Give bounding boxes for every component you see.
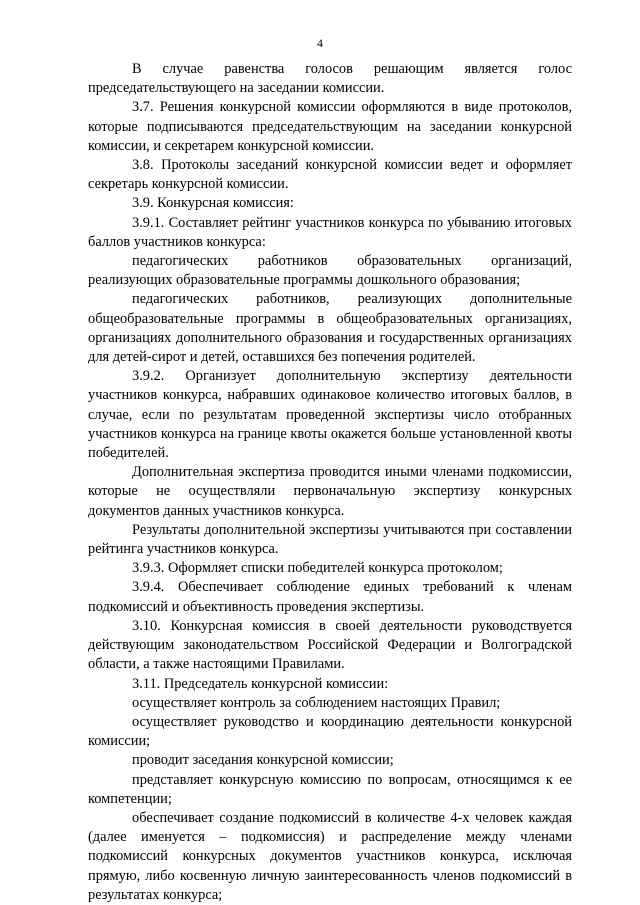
paragraph-3-9: 3.9. Конкурсная комиссия: [132, 195, 294, 212]
list-item-meetings: проводит заседания конкурсной комиссии; [132, 752, 394, 769]
paragraph-3-9-4: 3.9.4. Обеспечивает соблюдение единых требований к членам подкомиссий и объективность проведения экспертизы. [88, 579, 572, 615]
paragraph-3-10: 3.10. Конкурсная комиссия в своей деятельности руководствуется действующим законодательством Российской Федерации и Волгоградской области, а также настоящими Правилами. [88, 617, 572, 673]
list-item-representation: представляет конкурсную комиссию по вопросам, относящимся к ее компетенции; [88, 771, 572, 807]
paragraph-tie-vote: В случае равенства голосов решающим является голос председательствующего на заседании комиссии. [88, 61, 572, 97]
document-body [88, 60, 572, 905]
paragraph-3-9-1: 3.9.1. Составляет рейтинг участников конкурса по убыванию итоговых баллов участников конкурса: [88, 214, 572, 250]
paragraph-additional-expertise: Дополнительная экспертиза проводится иными членами подкомиссии, которые не осуществляли первоначальную экспертизу конкурсных документов данных участников конкурса. [88, 464, 572, 519]
paragraph-3-11: 3.11. Председатель конкурсной комиссии: [132, 675, 389, 692]
list-item-subcommissions: обеспечивает создание подкомиссий в количестве 4-х человек каждая (далее именуется – подкомиссия) и распределение между членами подкомиссий конкурсных документов участников конкурса, исключая прямую, либо косвенную личную заинтересованность членов подкомиссий в результатах конкурса; [88, 809, 572, 903]
page-number: 4 [317, 36, 323, 50]
list-item-preschool: педагогических работников образовательных организаций, реализующих образовательные программы дошкольного образования; [88, 253, 572, 289]
list-item-control: осуществляет контроль за соблюдением настоящих Правил; [132, 694, 501, 711]
list-item-additional-education: педагогических работников, реализующих дополнительные общеобразовательные программы в общеобразовательных организациях, организациях дополнительного образования и государственных организациях для детей-сирот и детей, оставшихся без попечения родителей. [88, 291, 572, 366]
paragraph-3-9-3: 3.9.3. Оформляет списки победителей конкурса протоколом; [132, 560, 503, 577]
paragraph-3-7: 3.7. Решения конкурсной комиссии оформляются в виде протоколов, которые подписываются председательствующим на заседании конкурсной комиссии, и секретарем конкурсной комиссии. [88, 99, 572, 154]
list-item-leadership: осуществляет руководство и координацию деятельности конкурсной комиссии; [88, 713, 572, 750]
paragraph-3-8: 3.8. Протоколы заседаний конкурсной комиссии ведет и оформляет секретарь конкурсной комиссии. [88, 157, 572, 193]
paragraph-expertise-results: Результаты дополнительной экспертизы учитываются при составлении рейтинга участников конкурса. [88, 521, 572, 558]
paragraph-3-9-2: 3.9.2. Организует дополнительную экспертизу деятельности участников конкурса, набравших одинаковое количество итоговых баллов, в случае, если по результатам проведенной экспертизы число отобранных участников конкурса на границе квоты окажется больше установленной квоты победителей. [88, 368, 572, 462]
